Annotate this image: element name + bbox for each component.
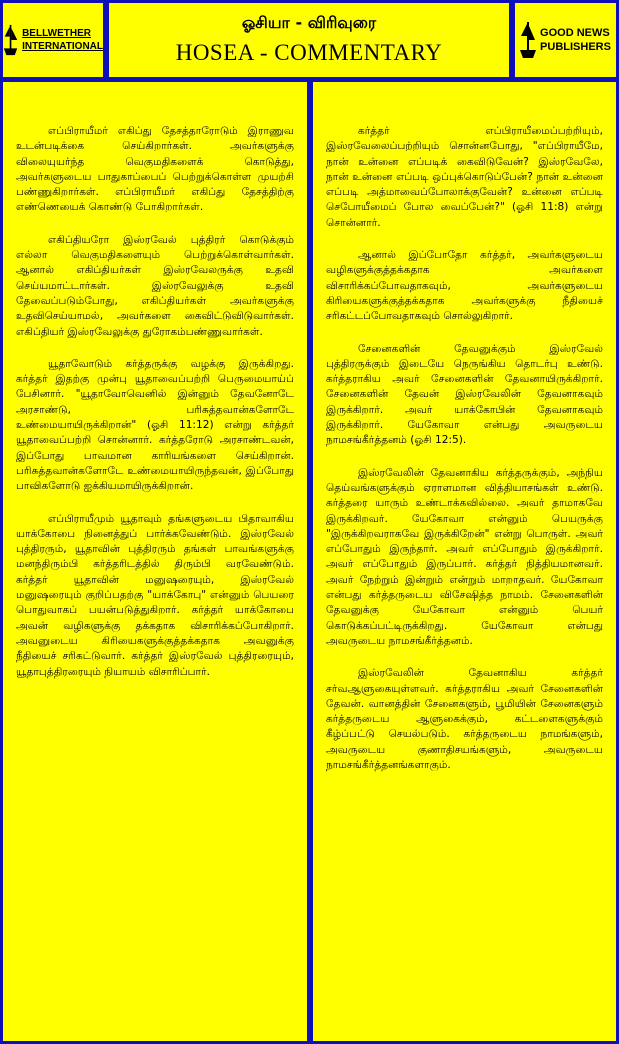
paragraph: எப்பிராயீமும் யூதாவும் தங்களுடைய பிதாவாகிய யாக்கோபை நினைத்துப் பார்க்கவேண்டும். இஸ்ரவேல் புத்திரரும், யூதாவின் புத்திரரும் தங்கள் பாவங்களுக்கு மனந்திரும்பி கர்த்தரிடத்தில் திரும்பி வரவேண்டும். கர்த்தர் யூதாவின் மனுஷரையும், இஸ்ரவேல் மனுஷரையும் குறிப்பதற்கு "யாக்கோபு" என்னும் பெயரை பொதுவாகப் பயன்படுத்துகிறார். கர்த்தர் யாக்கோபை அவன் வழிகளுக்கு தக்கதாக விசாரிக்கப்போகிறார். அவனுடைய கிரியைகளுக்குத்தக்கதாக அவனுக்கு நீதியைச் சரிகட்டுவார். கர்த்தர் இஸ்ரவேல் புத்திரரையும், யூதாபுத்திரரையும் நியாயம் விசாரிப்பார். [16, 512, 294, 678]
logo-left-text [22, 27, 103, 53]
ship-icon [3, 20, 18, 60]
bellwether-logo [3, 3, 103, 77]
logo-right-line1: GOOD NEWS [540, 27, 610, 39]
paragraph: எப்பிராயீமர் எகிப்து தேசத்தாரோடும் இராணுவ உடன்படிக்கை செய்கிறார்கள். அவர்களுக்கு விலையுயர்ந்த வெகுமதிகளைக் கொடுத்து, அவர்களுடைய பாதுகாப்பைப் பெற்றுக்கொள்ள முயற்சி பண்ணுகிறார்கள். எப்பிராயீமர் எகிப்து தேசத்திற்கு எண்ணெயைக் கொண்டு போகிறார்கள். [16, 125, 294, 214]
left-column [3, 82, 307, 1041]
paragraph: இஸ்ரவேலின் தேவனாகிய கர்த்தர் சர்வஆளுகையுள்ளவர். கர்த்தராகிய அவர் சேனைகளின் தேவன். வானத்தின் சேனைகளும், பூமியின் சேனைகளும் கர்த்தருடைய ஆளுகைக்கும், கட்டளைகளுக்கும் கீழ்ப்பட்டு செயல்படும். கர்த்தருடைய நாமங்களும், அவருடைய குணாதிசயங்களும், அவருடைய நாமசங்கீர்த்தனங்களாகும். [326, 667, 603, 771]
paragraph: சேனைகளின் தேவனுக்கும் இஸ்ரவேல் புத்திரருக்கும் இடையே நெருங்கிய தொடர்பு உண்டு. கர்த்தராகிய அவர் சேனைகளின் தேவனாயிருக்கிறார். சேனைகளின் தேவன் இஸ்ரவேலின் தேவனாகவும் இருக்கிறார். அவர் யாக்கோபின் தேவனாகவும் இருக்கிறார். யேகோவா என்பது அவருடைய நாமசங்கீர்த்தனம் (ஓசி 12:5). [326, 342, 603, 447]
right-column [313, 82, 616, 1041]
logo-right-panel [515, 3, 616, 77]
title-tamil: ஓசியா - விரிவுரை [241, 13, 377, 32]
ship-icon [520, 20, 536, 60]
logo-left-panel [3, 3, 103, 77]
good-news-logo [515, 3, 616, 77]
title-english: HOSEA - COMMENTARY [175, 40, 443, 65]
paragraph: யூதாவோடும் கர்த்தருக்கு வழக்கு இருக்கிறது. கர்த்தர் இதற்கு முன்பு யூதாவைப்பற்றி பெருமையாய்ப் பேசினார். "யூதாவோவெனில் இன்னும் தேவனோடே அரசாண்டு, பரிசுத்தவான்களோடே உண்மையாயிருக்கிறான்" (ஓசி 11:12) என்று கர்த்தர் யூதாவைப்பற்றி சொன்னார். கர்த்தரோடு அரசாண்டவன், இப்போது பாவமான காரியங்களை செய்கிறான். பரிசுத்தவான்களோடே உண்மையாயிருந்தவன், இப்போது பாவிகளோடு ஐக்கியமாயிருக்கிறான். [16, 357, 294, 493]
logo-right-line2: PUBLISHERS [540, 41, 611, 53]
paragraph: ஆனால் இப்போதோ கர்த்தர், அவர்களுடைய வழிகளுக்குத்தக்கதாக அவர்களை விசாரிக்கப்போவதாகவும், அவர்களுடைய கிரியைகளுக்குத்தக்கதாக அவர்களுக்கு நீதியைச் சரிகட்டப்போவதாகவும் சொல்லுகிறார். [326, 249, 603, 323]
paragraph: இஸ்ரவேலின் தேவனாகிய கர்த்தருக்கும், அந்நிய தெய்வங்களுக்கும் ஏராளமான வித்தியாசங்கள் உண்டு. கர்த்தரை யாரும் உண்டாக்கவில்லை. அவர் தாமாகவே இருக்கிறவர். யேகோவா என்னும் பெயருக்கு "இருக்கிறவராகவே இருக்கிறேன்" என்று பொருள். அவர் எப்போதும் இருந்தார். அவர் எப்போதும் இருக்கிறார். அவர் எப்போதும் இருப்பார். கர்த்தர் நித்தியமானவர். அவர் நேற்றும் இன்றும் என்றும் மாறாதவர். யேகோவா என்பது கர்த்தருடைய விசேஷித்த நாமம். சேனைகளின் தேவனுக்கு யேகோவா என்னும் பெயர் கொடுக்கப்பட்டிருக்கிறது. யேகோவா என்பது அவருடைய நாமசங்கீர்த்தனம். [326, 466, 603, 647]
paragraph: எகிப்தியரோ இஸ்ரவேல் புத்திரர் கொடுக்கும் எல்லா வெகுமதிகளையும் பெற்றுக்கொள்வார்கள். ஆனால் எகிப்தியர்கள் இஸ்ரவேலருக்கு உதவி செய்யமாட்டார்கள். இஸ்ரவேலுக்கு உதவி தேவைப்படும்போது, எகிப்தியர்கள் அவர்களுக்கு உதவிசெய்யாமல், அவர்களை கைவிட்டுவிடுவார்கள். எகிப்தியர் இஸ்ரவேலுக்கு துரோகம்பண்ணுவார்கள். [16, 233, 294, 338]
title-panel [109, 3, 509, 77]
logo-left-line2: INTERNATIONAL [22, 41, 103, 52]
paragraph: கர்த்தர் எப்பிராயீமைப்பற்றியும், இஸ்ரவேலைப்பற்றியும் சொன்னபோது, "எப்பிராயீமே, நான் உன்னை எப்படிக் கைவிடுவேன்? இஸ்ரவேலே, நான் உன்னை எப்படி ஒப்புக்கொடுப்பேன்? நான் உன்னை எப்படி அத்மாவைப்போலாக்குவேன்? உன்னை எப்படி செபோயீமைப் போல வைப்பேன்?" (ஓசி 11:8) என்று சொன்னார். [326, 125, 603, 229]
logo-left-line1: BELLWETHER [22, 28, 91, 39]
logo-right-text [540, 26, 611, 54]
